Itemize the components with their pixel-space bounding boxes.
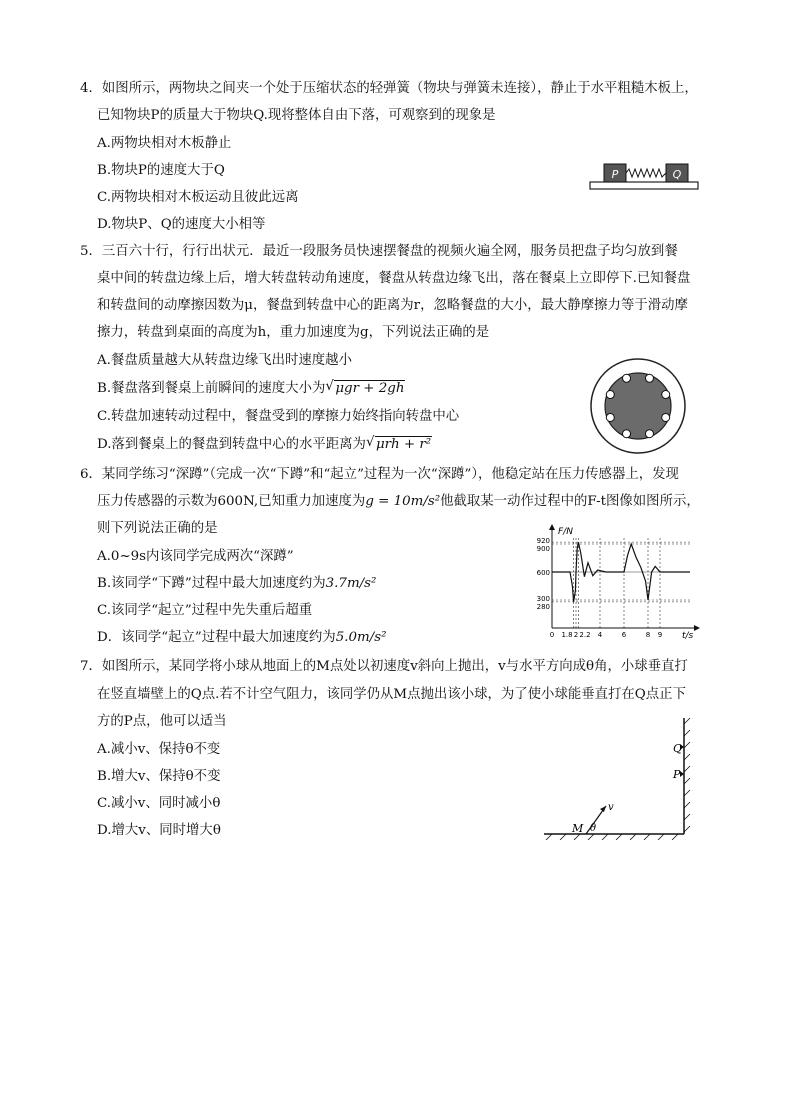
- q5-option-c: C.转盘加速转动过程中，餐盘受到的摩擦力始终指向转盘中心: [97, 409, 460, 424]
- plate: [645, 430, 653, 438]
- plate: [645, 374, 653, 382]
- q6-stem-line3: 则下列说法正确的是: [97, 521, 218, 536]
- y-tick-label: 900: [536, 545, 550, 553]
- x-tick-label: 8: [645, 631, 651, 639]
- q7-option-b: B.增大v、保持θ不变: [97, 769, 221, 784]
- q6-stem-line2-a: 压力传感器的示数为600N,已知重力加速度为: [97, 494, 366, 509]
- label-q-point: Q: [673, 742, 683, 755]
- q7-option-c: C.减小v、同时减小θ: [97, 796, 221, 811]
- plate: [662, 413, 670, 421]
- q5-figure-turntable: [588, 356, 688, 456]
- x-tick-label: 9: [657, 631, 663, 639]
- spring: [626, 169, 666, 177]
- plate: [623, 430, 631, 438]
- y-tick-label: 280: [536, 602, 550, 611]
- q4-figure-blocks-spring: [588, 158, 700, 192]
- q4-option-d: D.物块P、Q的速度大小相等: [97, 217, 266, 232]
- y-tick-label: 920: [536, 537, 550, 546]
- q6-option-a: A.0~9s内该同学完成两次“深蹲”: [97, 549, 294, 564]
- turntable: [605, 373, 671, 439]
- y-tick-label: 600: [536, 569, 550, 577]
- label-p-point: P: [673, 768, 681, 781]
- chart-gridlines: [552, 536, 690, 628]
- q6-option-b-formula: 3.7m/s²: [325, 576, 377, 591]
- q7-option-a: A.减小v、保持θ不变: [97, 742, 221, 757]
- q5-option-d: [97, 436, 432, 454]
- q6-stem-line2-b: 他截取某一动作过程中的F-t图像如图所示，: [440, 494, 700, 509]
- x-axis-label: t/s: [682, 631, 694, 640]
- x-tick-label: 1.8: [561, 631, 573, 639]
- q4-option-a: A.两物块相对木板静止: [97, 136, 232, 151]
- q5-stem-line4: 擦力，转盘到桌面的高度为h，重力加速度为g，下列说法正确的是: [97, 325, 490, 340]
- q6-option-d-formula: 5.0m/s²: [335, 630, 387, 645]
- label-q: Q: [672, 168, 682, 181]
- q5-stem-line3: 和转盘间的动摩擦因数为μ，餐盘到转盘中心的距离为r，忽略餐盘的大小，最大静摩擦力等于滑动摩: [97, 298, 688, 313]
- x-tick-label: 6: [621, 631, 627, 639]
- q6-option-d-text: D．该同学“起立”过程中最大加速度约为: [97, 630, 336, 645]
- q6-stem-line1: 6．某同学练习“深蹲”（完成一次“下蹲”和“起立”过程为一次“深蹲”），他稳定站在压力传感器上，发现: [80, 467, 679, 482]
- q7-stem-line1: 7．如图所示，某同学将小球从地面上的M点处以初速度v斜向上抛出，v与水平方向成θ角，小球垂直打: [80, 659, 688, 674]
- x-axis-arrow: [694, 625, 700, 631]
- q4-option-c: C.两物块相对木板运动且彼此远离: [97, 190, 299, 205]
- x-tick-label: 2: [573, 631, 579, 639]
- label-theta: θ: [590, 823, 597, 834]
- q7-stem-line2: 在竖直墙壁上的Q点.若不计空气阻力，该同学仍从M点抛出该小球，为了使小球能垂直打在Q点正下: [97, 687, 686, 702]
- label-v: v: [608, 802, 614, 813]
- q6-option-d: [97, 629, 386, 647]
- y-axis-arrow: [549, 524, 555, 530]
- y-axis-label: F/N: [558, 527, 573, 537]
- label-p: P: [611, 168, 619, 181]
- q5-option-d-text: D.落到餐桌上的餐盘到转盘中心的水平距离为: [97, 437, 366, 452]
- x-tick-label: 0: [549, 631, 555, 639]
- q4-stem-line2: 已知物块P的质量大于物块Q.现将整体自由下落，可观察到的现象是: [97, 108, 496, 123]
- q4-option-b: B.物块P的速度大于Q: [97, 163, 225, 178]
- q5-option-b-formula: √ μgr + 2gh: [325, 379, 405, 396]
- q5-option-d-formula: √ μrh + r²: [365, 435, 432, 452]
- chart-tick-labels: [537, 537, 663, 639]
- wall-hatching: [546, 718, 690, 840]
- q5-stem-line1: 5．三百六十行，行行出状元．最近一段服务员快速摆餐盘的视频火遍全网，服务员把盘子均匀放到餐: [80, 244, 678, 259]
- q5-option-b: [97, 380, 405, 398]
- q6-gravity-formula: g = 10m/s²: [365, 494, 441, 509]
- velocity-arrowhead: [600, 806, 606, 812]
- q5-option-b-text: B.餐盘落到餐桌上前瞬间的速度大小为: [97, 381, 326, 396]
- q6-option-b: [97, 575, 376, 593]
- q4-stem-line1: 4．如图所示，两物块之间夹一个处于压缩状态的轻弹簧（物块与弹簧未连接），静止于水平粗糙木板上，: [80, 81, 698, 96]
- label-m-point: M: [572, 822, 584, 835]
- q7-figure-wall-projectile: [540, 714, 700, 840]
- plate: [623, 374, 631, 382]
- plate: [606, 413, 614, 421]
- q6-stem-line2: [97, 493, 700, 511]
- q5-option-a: A.餐盘质量越大从转盘边缘飞出时速度越小: [97, 353, 352, 368]
- q7-option-d: D.增大v、同时增大θ: [97, 823, 221, 838]
- q6-option-b-text: B.该同学“下蹲”过程中最大加速度约为: [97, 576, 326, 591]
- plate: [662, 391, 670, 399]
- x-tick-label: 2.2: [579, 631, 591, 639]
- board: [590, 182, 698, 189]
- q6-force-time-chart: [522, 524, 702, 640]
- q5-stem-line2: 桌中间的转盘边缘上后，增大转盘转动角速度，餐盘从转盘边缘飞出，落在餐桌上立即停下.已知餐盘: [97, 271, 691, 286]
- q6-option-c: C.该同学“起立”过程中先失重后超重: [97, 603, 313, 618]
- q7-stem-line3: 方的P点，他可以适当: [97, 714, 227, 729]
- x-tick-label: 4: [597, 631, 603, 639]
- plate: [606, 391, 614, 399]
- y-tick-label: 300: [536, 595, 550, 603]
